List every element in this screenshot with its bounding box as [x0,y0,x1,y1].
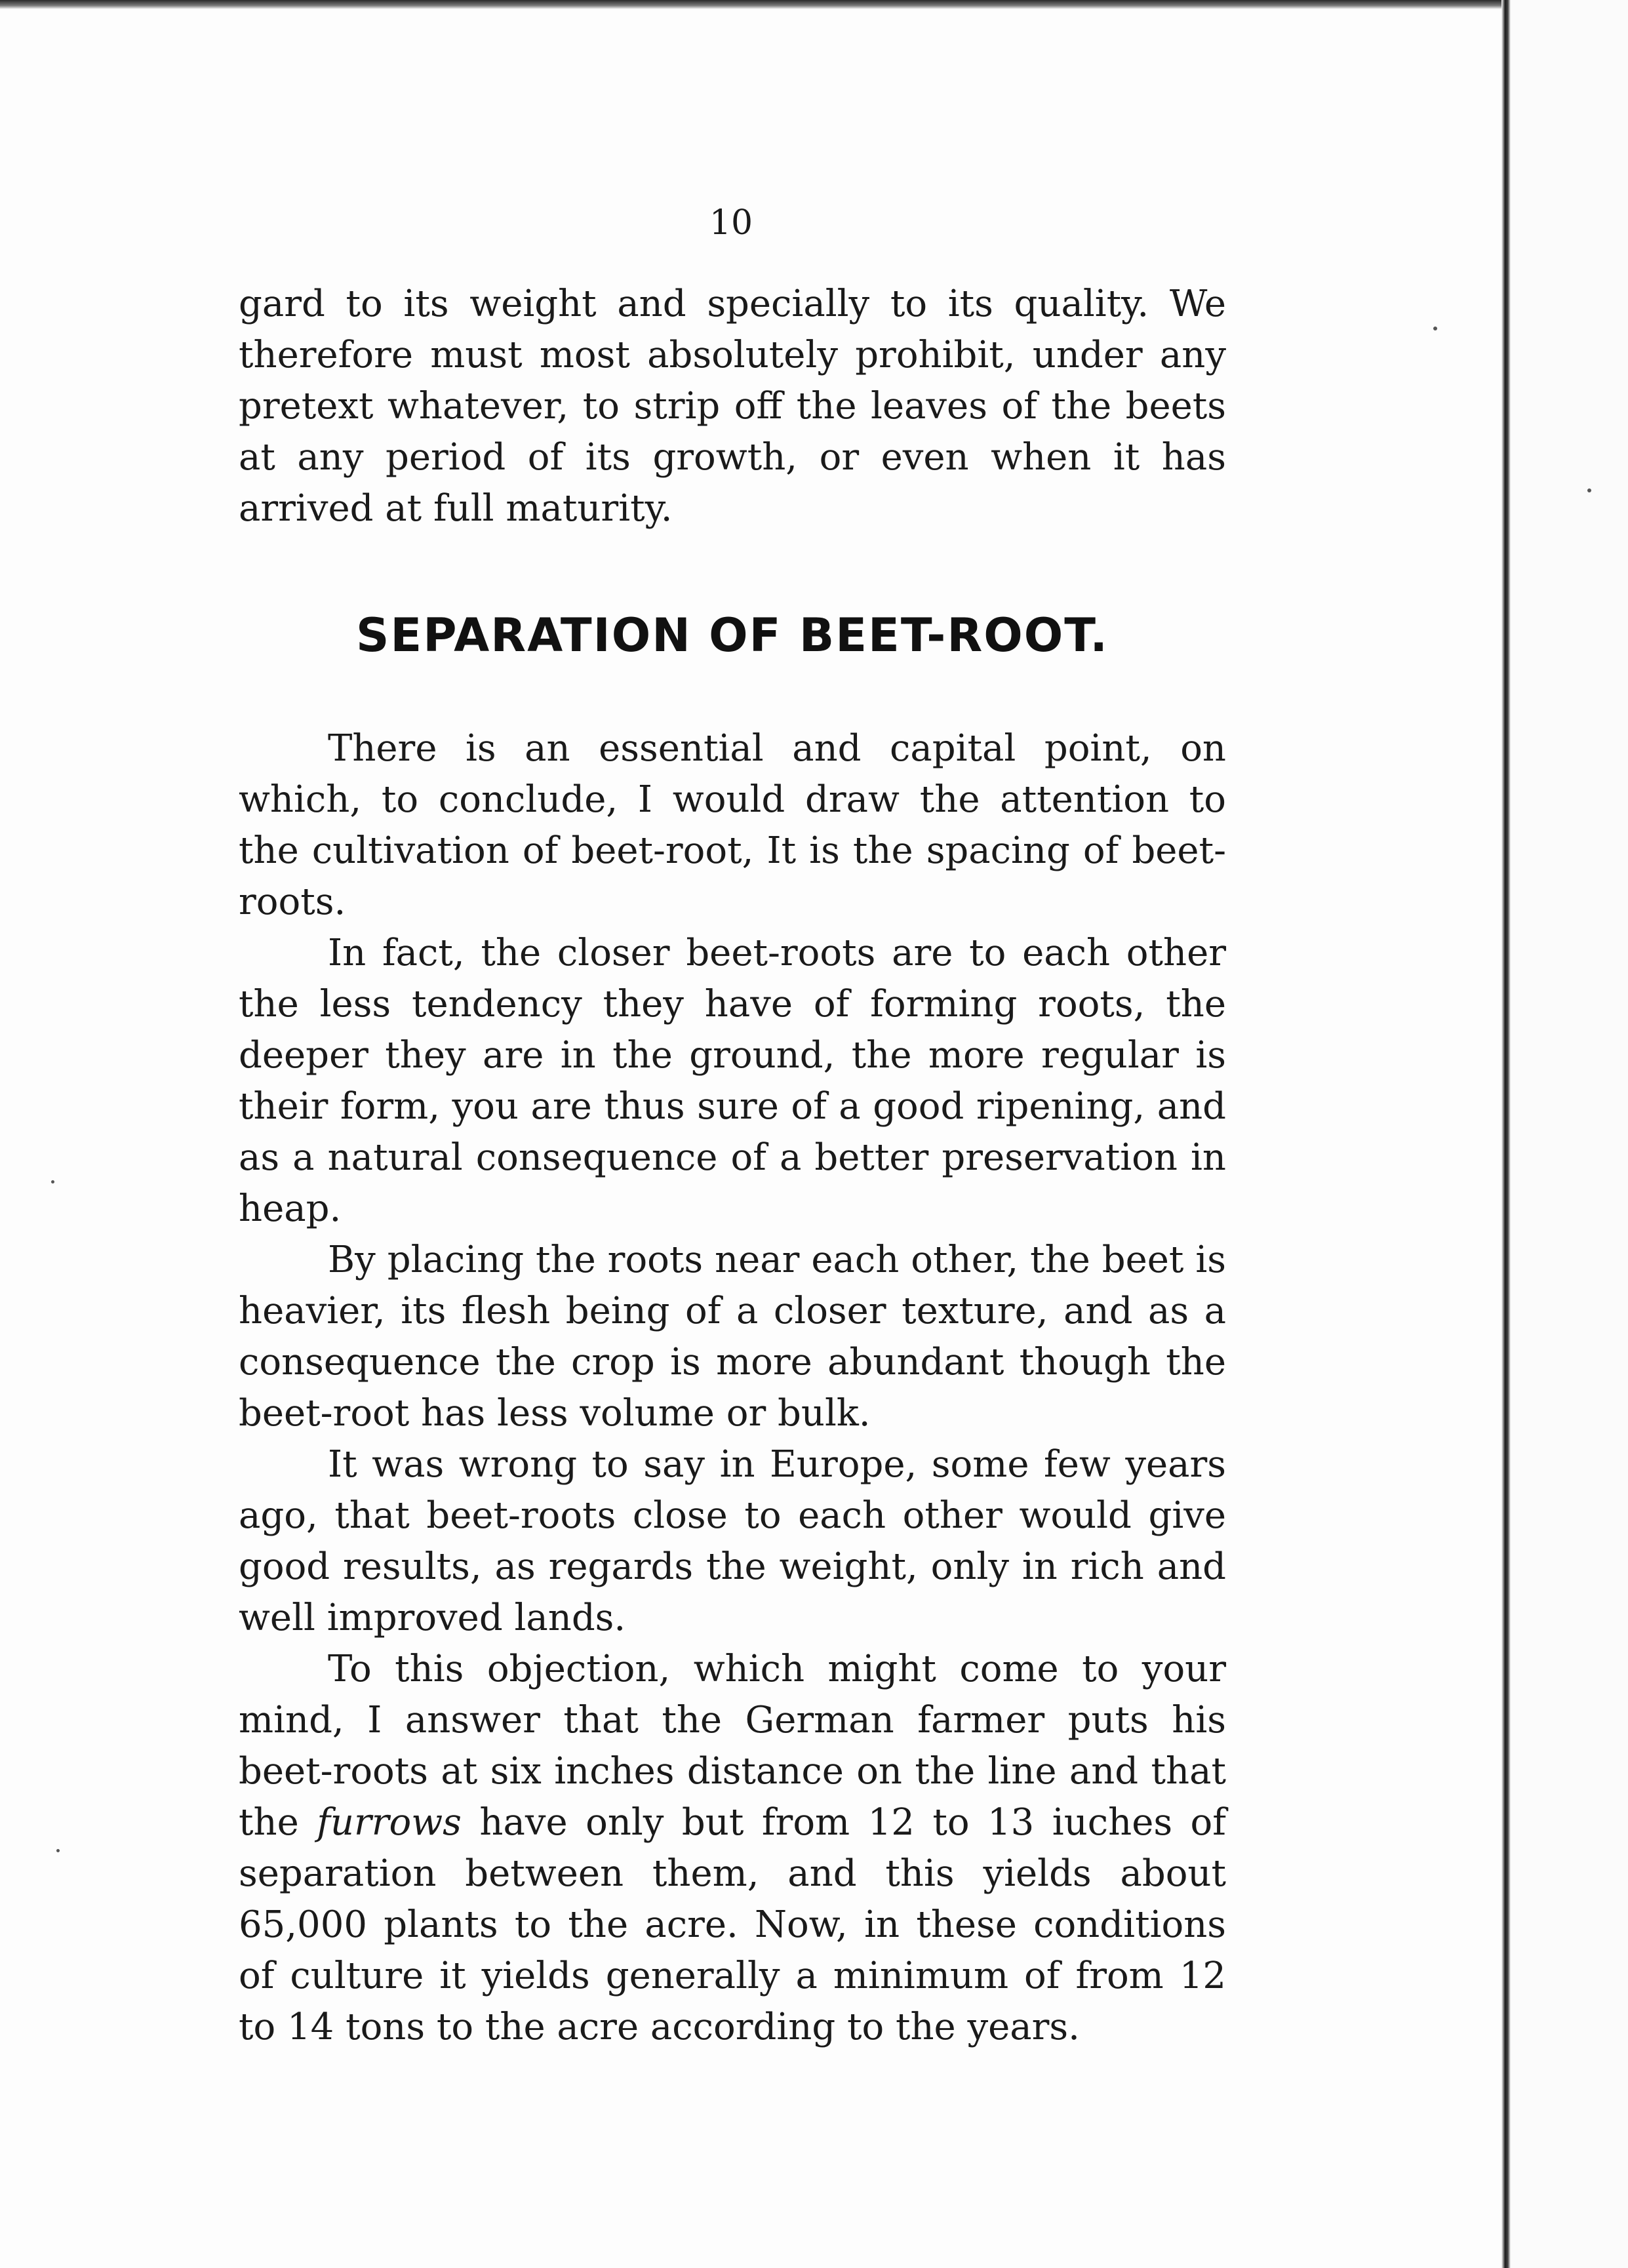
objection-text-end: have only but from 12 to 13 iuches of separation between them, and this yields about 65,000 plants to the acre. Now, in these conditions of culture it yields generally a minimum of from 12 to 14 tons to the acre according to the years. [239,1801,1226,2048]
page-number: 10 [709,203,753,243]
scan-speck [1433,327,1437,330]
page-binding-edge [1501,0,1511,2268]
paragraph-closer-roots: In fact, the closer beet-roots are to each other the less tendency they have of forming roots, the deeper they are in the ground, the more regular is their form, you are thus sure of a good ripening, and as a natural consequence of a better preservation in heap. [239,932,1226,1230]
scan-speck [51,1180,54,1184]
scan-speck [56,1849,60,1852]
section-heading: SEPARATION OF BEET-ROOT. [355,608,1109,662]
paragraph-europe: It was wrong to say in Europe, some few years ago, that beet-roots close to each other would give good results, as regards the weight, only in rich and well improved lands. [239,1443,1226,1639]
page-right-margin [1511,0,1628,2268]
objection-text-start: To this objection, which might come to your mind, I answer that the German farmer puts his beet-roots at six inches distance on the line and that the [239,1648,1226,1844]
page-body [239,279,1226,2053]
page-top-edge [0,0,1628,9]
paragraph-spacing-point: There is an essential and capital point, on which, to conclude, I would draw the attention to the cultivation of beet-root, It is the spacing of beet-roots. [239,727,1226,923]
objection-italic-word: furrows [317,1801,462,1844]
paragraph-objection [239,1644,1226,2053]
paragraph-placing-roots: By placing the roots near each other, the beet is heavier, its flesh being of a closer texture, and as a consequence the crop is more abundant though the beet-root has less volume or bulk. [239,1239,1226,1435]
scan-speck [1587,488,1591,492]
intro-paragraph: gard to its weight and specially to its quality. We therefore must most absolutely prohibit, under any pretext whatever, to strip off the leaves of the beets at any period of its growth, or even when it has arrived at full maturity. [239,283,1226,530]
